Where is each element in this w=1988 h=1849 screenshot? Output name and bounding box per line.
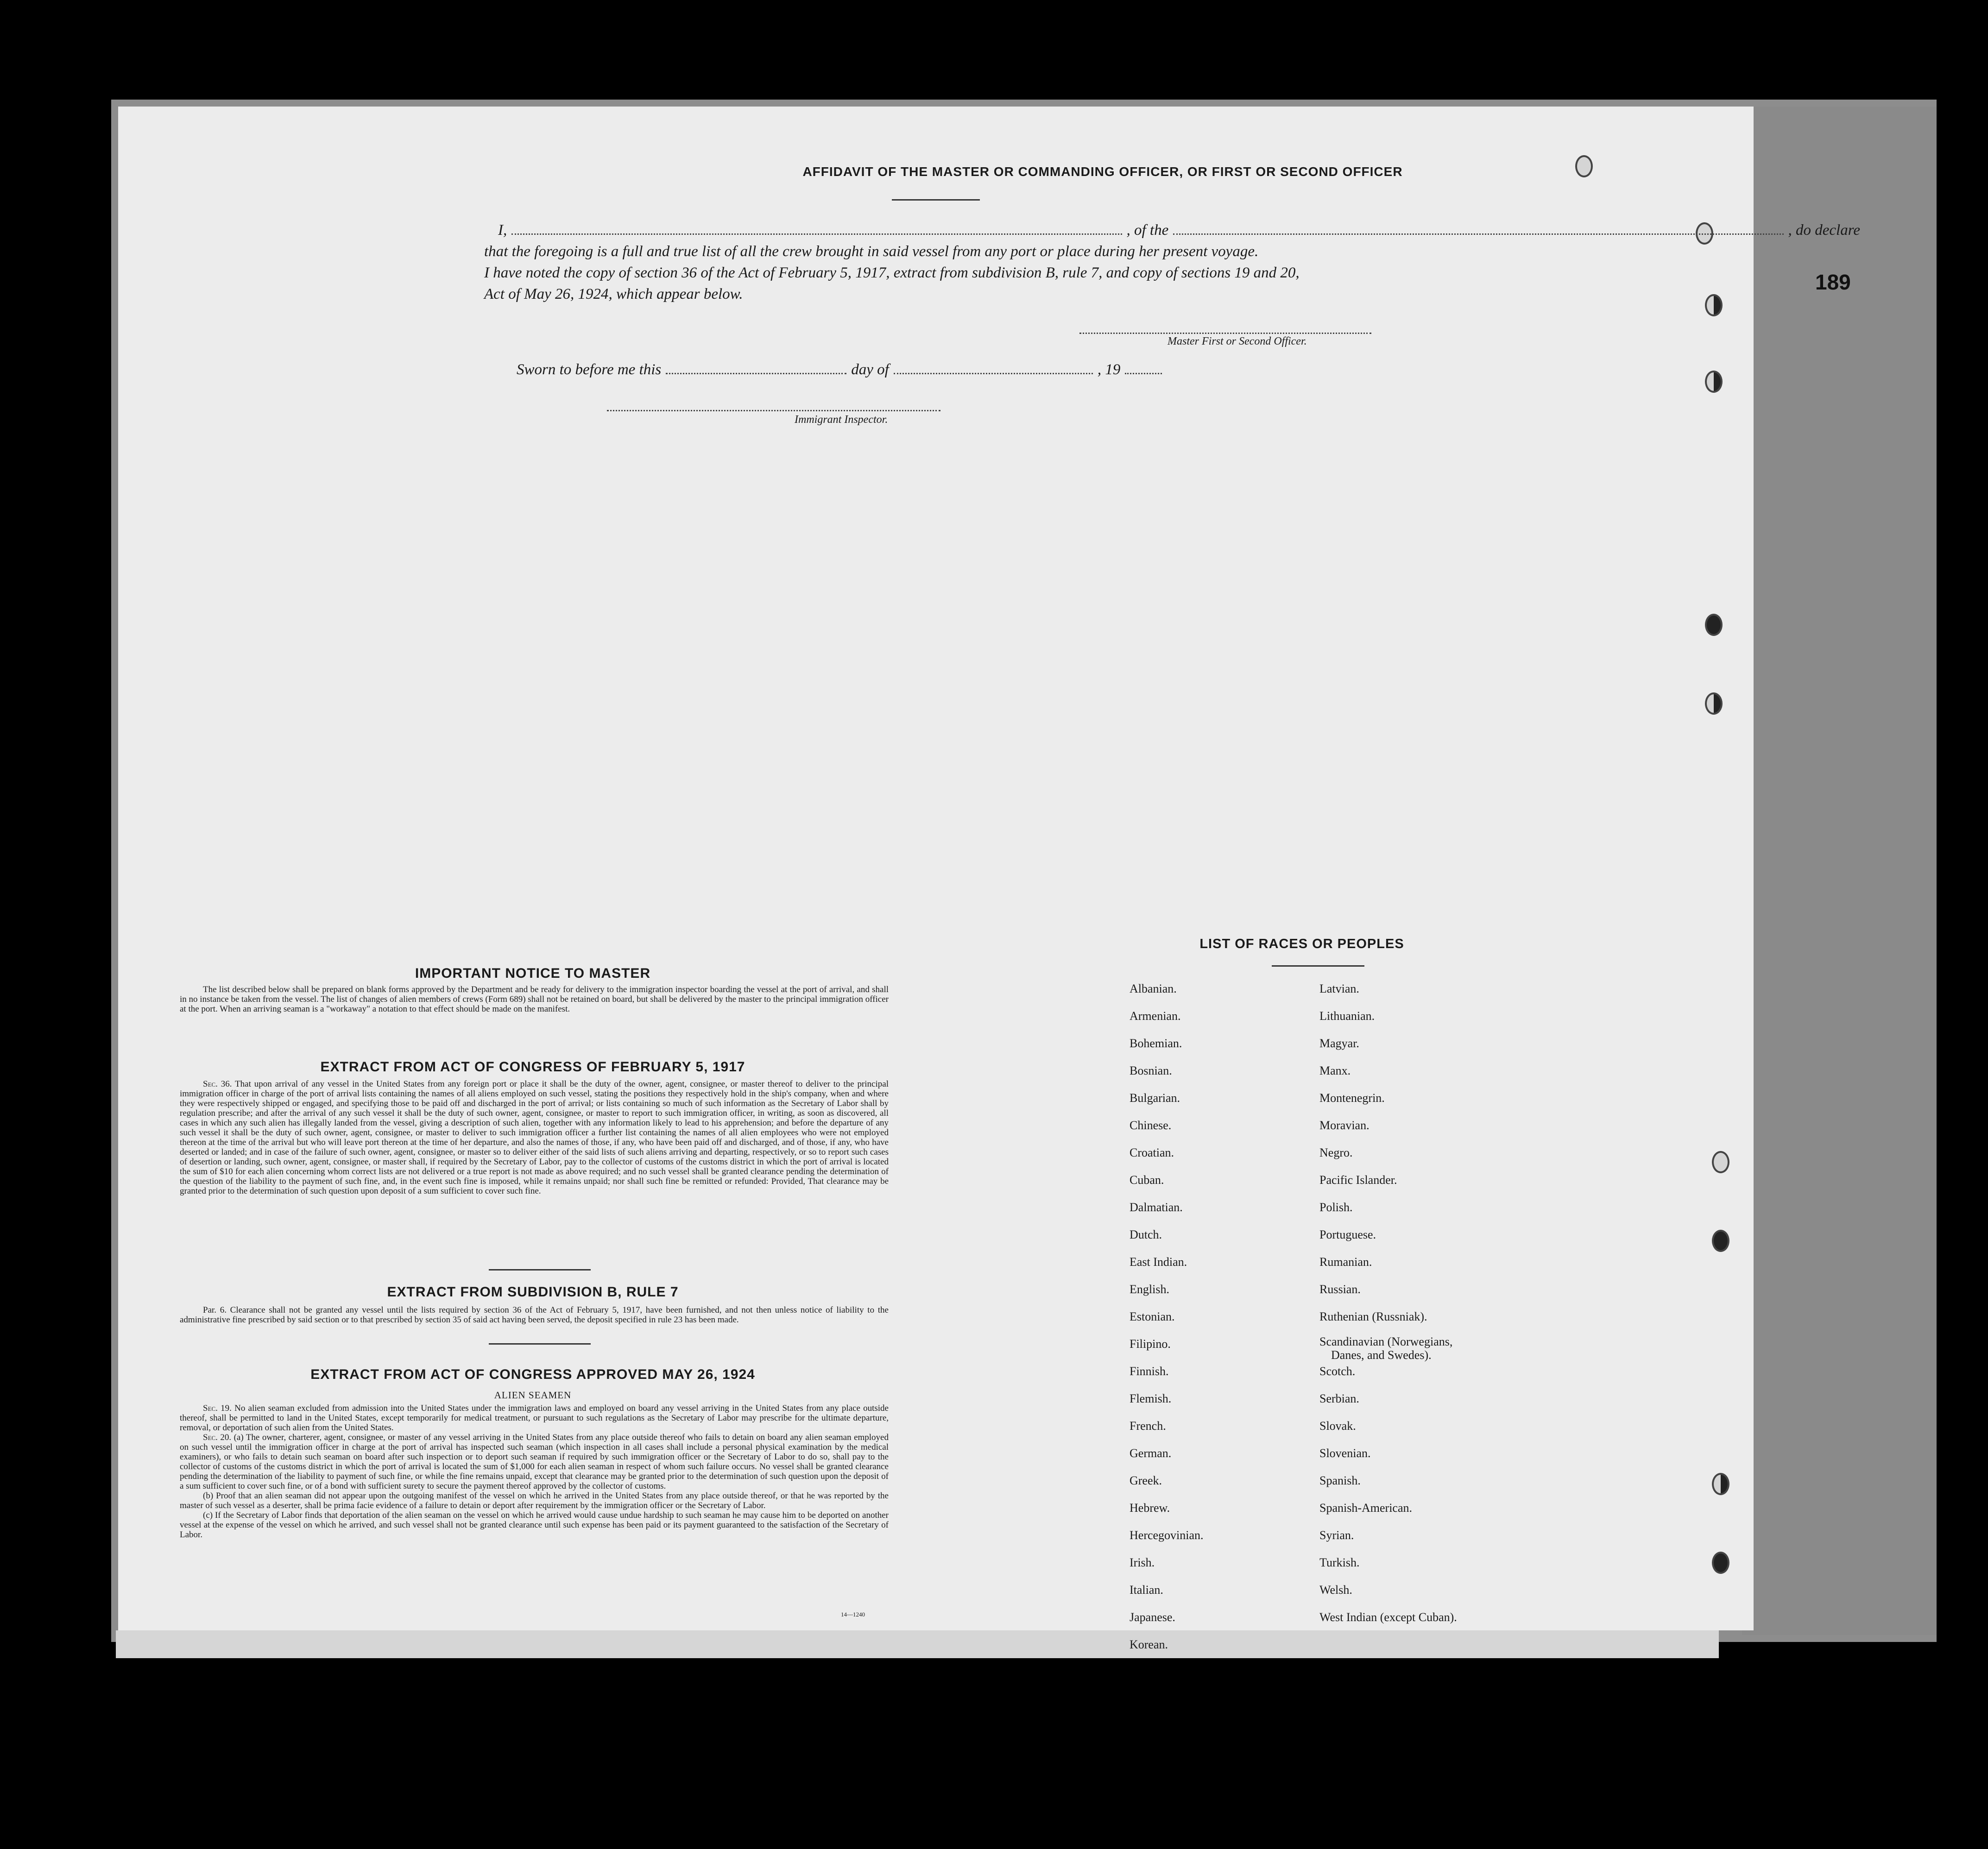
- race-item: Estonian.: [1130, 1310, 1175, 1323]
- extract-rule7-heading: EXTRACT FROM SUBDIVISION B, RULE 7: [387, 1284, 679, 1300]
- race-item: Japanese.: [1130, 1610, 1175, 1624]
- punch-hole-icon: [1705, 371, 1723, 393]
- race-item: Spanish-American.: [1319, 1501, 1413, 1515]
- page-number: 189: [1815, 270, 1851, 294]
- sec19-paragraph: [180, 1403, 889, 1433]
- race-item: Ruthenian (Russniak).: [1319, 1310, 1427, 1323]
- race-item: Hebrew.: [1130, 1501, 1170, 1515]
- sworn-day-of: day of: [851, 361, 889, 378]
- affidavit-i: I,: [498, 222, 507, 239]
- punch-hole-icon: [1712, 1552, 1729, 1574]
- race-item: Korean.: [1130, 1638, 1168, 1651]
- affidavit-line-2: that the foregoing is a full and true list of all the crew brought in said vessel from any port or place during her present voyage.: [484, 243, 1259, 260]
- race-item-line: Scandinavian (Norwegians,: [1319, 1335, 1453, 1348]
- affidavit-line-3: I have noted the copy of section 36 of the Act of February 5, 1917, extract from subdivision B, rule 7, and copy of sections 19 and 20,: [484, 264, 1300, 281]
- extract-1924-heading: EXTRACT FROM ACT OF CONGRESS APPROVED MAY 26, 1924: [310, 1367, 755, 1382]
- race-item: Latvian.: [1319, 982, 1359, 995]
- sworn-line: [517, 361, 1167, 378]
- inspector-label: Immigrant Inspector.: [795, 414, 888, 426]
- race-item: Serbian.: [1319, 1392, 1359, 1405]
- affidavit-of-the: , of the: [1126, 222, 1169, 239]
- race-item: Welsh.: [1319, 1583, 1352, 1597]
- notice-heading: IMPORTANT NOTICE TO MASTER: [415, 966, 651, 981]
- race-item: Moravian.: [1319, 1119, 1370, 1132]
- master-signature-field[interactable]: [1079, 333, 1371, 334]
- affidavit-title: AFFIDAVIT OF THE MASTER OR COMMANDING OFFICER, OR FIRST OR SECOND OFFICER: [802, 164, 1403, 179]
- lower-sheet: [116, 1630, 1719, 1658]
- race-item-line: Danes, and Swedes).: [1331, 1348, 1432, 1362]
- race-item: Chinese.: [1130, 1119, 1172, 1132]
- sec20c-paragraph: (c) If the Secretary of Labor finds that deportation of the alien seaman on the vessel on which he arrived would cause undue hardship to such seaman he may cause him to be deported on another vessel at the expense of the vessel on which he arrived, and such vessel shall not be granted clearance until such expense has been paid or its payment guaranteed to the satisfaction of the Secretary of Labor.: [180, 1510, 889, 1540]
- race-item: Lithuanian.: [1319, 1009, 1375, 1023]
- punch-hole-icon: [1705, 692, 1723, 715]
- race-item: French.: [1130, 1419, 1166, 1433]
- race-item: Portuguese.: [1319, 1228, 1376, 1241]
- race-item: Dalmatian.: [1130, 1201, 1183, 1214]
- sworn-year-label: , 19: [1097, 361, 1121, 378]
- extract-1917-heading: EXTRACT FROM ACT OF CONGRESS OF FEBRUARY 5, 1917: [320, 1059, 745, 1075]
- divider: [489, 1343, 591, 1345]
- punch-hole-icon: [1712, 1151, 1729, 1173]
- divider: [489, 1269, 591, 1270]
- sec20-label: Sec. 20.: [203, 1433, 232, 1442]
- race-item: [1319, 1330, 1457, 1362]
- sec20a-text: (a) The owner, charterer, agent, consignee, or master of any vessel arriving in the United States from any place outside thereof who fails to detain on board any alien seaman employed on such vessel until the immigration officer in charge at the port of arrival has inspected such seaman (which inspection in all cases shall include a personal physical examination by the medical examiners), or who fails to detain such seaman on board after such inspection or to deport such seaman if required by such immigration officer or the Secretary of Labor to do so, shall pay to the collector of customs of the customs district in which the port of arrival is located the sum of $1,000 for each alien seaman in respect of whom such failure occurs. No vessel shall be granted clearance pending the determination of the liability to payment of such fine, or while the fine remains unpaid, except that clearance may be granted prior to the determination of such question upon the deposit of a sum sufficient to cover such fine, or of a bond with sufficient surety to secure the payment thereof approved by the collector of customs.: [180, 1433, 889, 1491]
- race-item: Bosnian.: [1130, 1064, 1172, 1077]
- back-sheet-edge: [1742, 107, 1937, 1635]
- race-item: Slovenian.: [1319, 1446, 1371, 1460]
- race-item: Slovak.: [1319, 1419, 1356, 1433]
- race-item: Scotch.: [1319, 1365, 1356, 1378]
- race-item: Albanian.: [1130, 982, 1177, 995]
- vessel-name-field[interactable]: [1173, 221, 1783, 235]
- sec19-text: No alien seaman excluded from admission into the United States under the immigration laws and employed on board any vessel arriving in the United States from any place outside thereof, shall be permitted to land in the United States, except temporarily for medical treatment, or pursuant to such regulations as the Secretary of Labor may prescribe for the ultimate departure, removal, or deportation of such alien from the United States.: [180, 1403, 889, 1433]
- race-item: Magyar.: [1319, 1037, 1359, 1050]
- affidavit-line-4: Act of May 26, 1924, which appear below.: [484, 286, 743, 302]
- extract-1917-section-label: Sec. 36.: [203, 1079, 232, 1089]
- race-item: Hercegovinian.: [1130, 1528, 1204, 1542]
- inspector-signature-field[interactable]: [607, 410, 940, 411]
- race-item: Italian.: [1130, 1583, 1163, 1597]
- extract-1917-text: That upon arrival of any vessel in the United States from any foreign port or place it shall be the duty of the owner, agent, consignee, or master thereof to deliver to the principal immigration officer in charge of the port of arrival lists containing the names of all aliens employed on such vessel, stating the positions they respectively hold in the ship's company, when and where they were respectively shipped or engaged, and specifying those to be paid off and discharged in the port of arrival; or lists containing so much of such information as the Secretary of Labor shall by regulation prescribe; and after the arrival of any such vessel it shall be the duty of such owner, agent, consignee, or master to report to such immigration officer, in writing, as soon as discovered, all cases in which any such alien has illegally landed from the vessel, giving a description of such alien, together with any information likely to lead to his apprehension; and before the departure of any such vessel it shall be the duty of such owner, agent, consignee, or master to deliver to such immigration officer a further list containing the names of all alien employees who were not employed thereon at the time of the arrival but who will leave port thereon at the time of her departure, and also the names of those, if any, who have been paid off and discharged, and of those, if any, who have deserted or landed; and in case of the failure of such owner, agent, consignee, or master so to deliver either of the said lists of such aliens arriving and departing, respectively, or so to report such cases of desertion or landing, such owner, agent, consignee, or master shall, if required by the Secretary of Labor, pay to the collector of customs of the customs district in which the port of arrival is located the sum of $10 for each alien concerning whom correct lists are not delivered or a true report is not made as above required; and no such vessel shall be granted clearance pending the determination of the question of the liability to the payment of such fine, and, in the event such fine is imposed, while it remains unpaid; nor shall such fine be remitted or refunded: Provided, That clearance may be granted prior to the determination of such question upon deposit of a sum sufficient to cover such fine.: [180, 1079, 889, 1196]
- race-item: Finnish.: [1130, 1365, 1169, 1378]
- race-item: Montenegrin.: [1319, 1091, 1385, 1105]
- extract-rule7-body: Par. 6. Clearance shall not be granted any vessel until the lists required by section 36 of the Act of February 5, 1917, have been furnished, and not then unless notice of liability to the administrative fine prescribed by said section or to that prescribed by section 35 of said act having been served, the deposit specified in rule 23 has been made.: [180, 1305, 889, 1325]
- sworn-start: Sworn to before me this: [517, 361, 662, 378]
- sworn-day-field[interactable]: [666, 362, 846, 374]
- race-item: Russian.: [1319, 1283, 1361, 1296]
- form-number: 14—1240: [841, 1611, 865, 1618]
- race-item: Polish.: [1319, 1201, 1353, 1214]
- race-item: Manx.: [1319, 1064, 1351, 1077]
- race-item: Dutch.: [1130, 1228, 1162, 1241]
- race-item: Pacific Islander.: [1319, 1173, 1397, 1187]
- extract-1924-subheading: ALIEN SEAMEN: [494, 1390, 572, 1401]
- race-item: Croatian.: [1130, 1146, 1174, 1159]
- affidavit-line-1: [484, 220, 1860, 241]
- race-item: Armenian.: [1130, 1009, 1181, 1023]
- race-item: Turkish.: [1319, 1556, 1360, 1569]
- race-item: Spanish.: [1319, 1474, 1361, 1487]
- races-column-2: [1319, 975, 1457, 1631]
- races-column-1: [1130, 975, 1204, 1658]
- race-item: East Indian.: [1130, 1255, 1187, 1269]
- master-signature-label: Master First or Second Officer.: [1168, 335, 1307, 347]
- sworn-year-field[interactable]: [1125, 362, 1162, 374]
- sworn-month-field[interactable]: [894, 362, 1093, 374]
- race-item: English.: [1130, 1283, 1169, 1296]
- divider: [892, 199, 980, 201]
- race-item: Greek.: [1130, 1474, 1162, 1487]
- race-item: West Indian (except Cuban).: [1319, 1610, 1457, 1624]
- races-title: LIST OF RACES OR PEOPLES: [1199, 937, 1404, 951]
- punch-hole-icon: [1712, 1473, 1729, 1495]
- race-item: Rumanian.: [1319, 1255, 1372, 1269]
- extract-1917-body: [180, 1079, 889, 1196]
- race-item: Bulgarian.: [1130, 1091, 1180, 1105]
- punch-hole-icon: [1712, 1230, 1729, 1252]
- divider: [1272, 965, 1364, 967]
- document-page: [118, 107, 1754, 1630]
- sec20a-paragraph: [180, 1433, 889, 1491]
- affidavit-do-declare: , do declare: [1788, 222, 1860, 239]
- race-item: German.: [1130, 1446, 1172, 1460]
- sec20b-paragraph: (b) Proof that an alien seaman did not appear upon the outgoing manifest of the vessel on which he arrived in the United States from any place outside thereof, or that he was reported by the master of such vessel as a deserter, shall be prima facie evidence of a failure to detain or deport after requirement by the immigration officer or the Secretary of Labor.: [180, 1491, 889, 1510]
- race-item: Syrian.: [1319, 1528, 1354, 1542]
- master-name-field[interactable]: [511, 221, 1122, 235]
- affidavit-body: [484, 220, 1860, 305]
- extract-1924-body: [180, 1403, 889, 1540]
- punch-hole-icon: [1705, 614, 1723, 636]
- race-item: Cuban.: [1130, 1173, 1164, 1187]
- sec19-label: Sec. 19.: [203, 1403, 232, 1413]
- race-item: Negro.: [1319, 1146, 1353, 1159]
- race-item: Flemish.: [1130, 1392, 1172, 1405]
- race-item: Filipino.: [1130, 1337, 1171, 1351]
- race-item: Bohemian.: [1130, 1037, 1182, 1050]
- notice-body: The list described below shall be prepared on blank forms approved by the Department and be ready for delivery to the immigration inspector boarding the vessel at the port of arrival, and shall in no instance be taken from the vessel. The list of changes of alien members of crews (Form 689) shall not be retained on board, but shall be delivered by the master to the principal immigration officer at the port. When an arriving seaman is a "workaway" a notation to that effect should be made on the manifest.: [180, 985, 889, 1014]
- race-item: Irish.: [1130, 1556, 1155, 1569]
